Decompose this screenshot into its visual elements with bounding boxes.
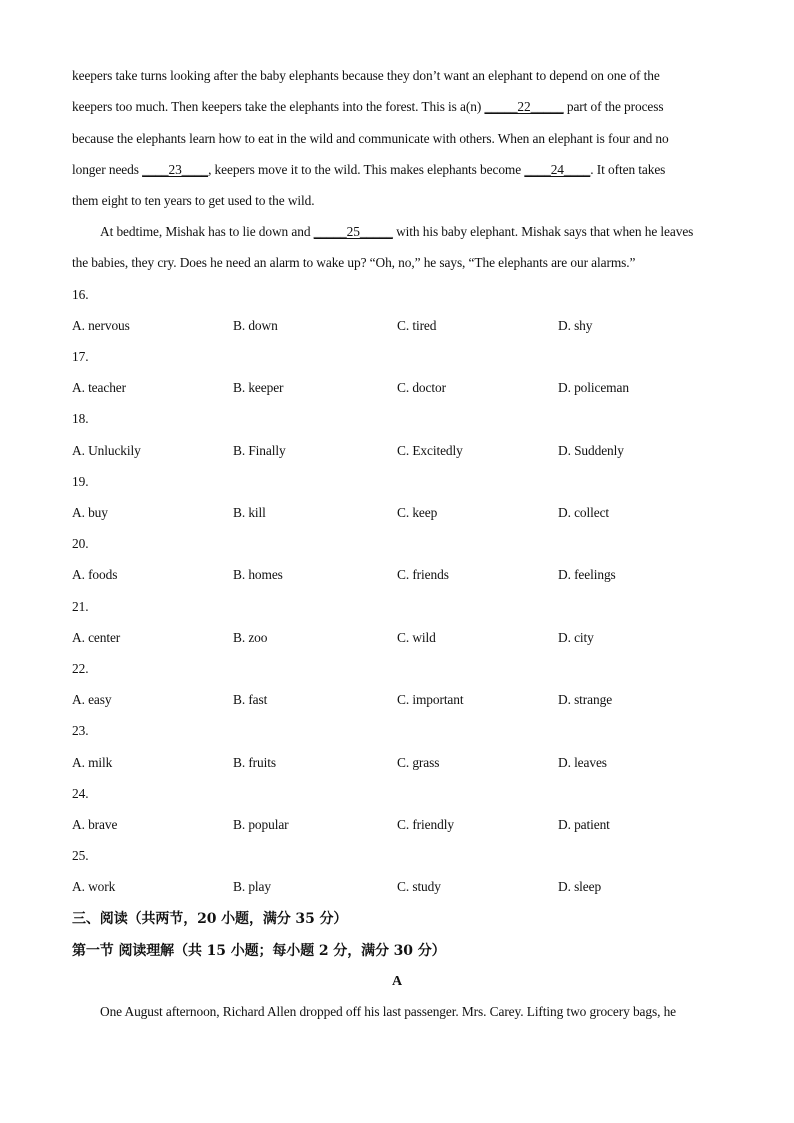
question-number: 25.	[72, 848, 89, 863]
subsection-title: 第一节 阅读理解（共 15 小题；每小题 2 分，满分 30 分）	[72, 943, 446, 959]
option-c[interactable]: C. friendly	[397, 817, 454, 832]
option-a[interactable]: A. Unluckily	[72, 443, 141, 458]
option-d[interactable]: D. policeman	[558, 380, 629, 395]
option-a[interactable]: A. buy	[72, 505, 108, 520]
passage-line	[72, 98, 722, 116]
question-number: 23.	[72, 723, 89, 738]
passage-text: part of the process	[563, 99, 664, 114]
passage-line: the babies, they cry. Does he need an alarm to wake up? “Oh, no,” he says, “The elephants are our alarms.”	[72, 255, 636, 270]
question-number: 17.	[72, 349, 89, 364]
option-c[interactable]: C. wild	[397, 630, 436, 645]
option-b[interactable]: B. popular	[233, 817, 289, 832]
option-d[interactable]: D. feelings	[558, 567, 616, 582]
option-b[interactable]: B. kill	[233, 505, 266, 520]
option-a[interactable]: A. milk	[72, 755, 113, 770]
question-number: 19.	[72, 474, 89, 489]
option-b[interactable]: B. down	[233, 318, 278, 333]
passage-text: keepers too much. Then keepers take the elephants into the forest. This is a(n)	[72, 99, 485, 114]
option-d[interactable]: D. patient	[558, 817, 610, 832]
option-b[interactable]: B. play	[233, 879, 271, 894]
option-a[interactable]: A. brave	[72, 817, 118, 832]
option-a[interactable]: A. foods	[72, 567, 118, 582]
option-c[interactable]: C. keep	[397, 505, 438, 520]
option-c[interactable]: C. tired	[397, 318, 437, 333]
passage-text: longer needs	[72, 162, 143, 177]
passage-text: , keepers move it to the wild. This makes elephants become	[208, 162, 525, 177]
passage-line: them eight to ten years to get used to the wild.	[72, 193, 315, 208]
passage-line	[72, 161, 722, 179]
option-a[interactable]: A. teacher	[72, 380, 127, 395]
option-c[interactable]: C. doctor	[397, 380, 446, 395]
option-a[interactable]: A. center	[72, 630, 121, 645]
option-c[interactable]: C. Excitedly	[397, 443, 463, 458]
section-title: 三、阅读（共两节，20 小题，满分 35 分）	[72, 911, 348, 927]
option-a[interactable]: A. work	[72, 879, 116, 894]
option-d[interactable]: D. sleep	[558, 879, 602, 894]
option-d[interactable]: D. city	[558, 630, 594, 645]
question-number: 20.	[72, 536, 89, 551]
passage-line	[100, 223, 722, 241]
option-a[interactable]: A. nervous	[72, 318, 130, 333]
passage-text: . It often takes	[590, 162, 666, 177]
blank-25: _____25_____	[313, 224, 393, 239]
option-d[interactable]: D. collect	[558, 505, 610, 520]
option-a[interactable]: A. easy	[72, 692, 112, 707]
option-b[interactable]: B. keeper	[233, 380, 284, 395]
passage-line: One August afternoon, Richard Allen dropped off his last passenger. Mrs. Carey. Lifting two grocery bags, he	[100, 1004, 677, 1019]
option-c[interactable]: C. grass	[397, 755, 440, 770]
question-number: 18.	[72, 411, 89, 426]
blank-22: _____22_____	[484, 99, 564, 114]
passage-line: keepers take turns looking after the baby elephants because they don’t want an elephant to depend on one of the	[72, 68, 660, 83]
blank-23: ____23____	[142, 162, 209, 177]
passage-line: because the elephants learn how to eat in the wild and communicate with others. When an elephant is four and no	[72, 131, 669, 146]
option-d[interactable]: D. shy	[558, 318, 593, 333]
option-b[interactable]: B. zoo	[233, 630, 268, 645]
option-c[interactable]: C. study	[397, 879, 441, 894]
option-d[interactable]: D. Suddenly	[558, 443, 624, 458]
question-number: 24.	[72, 786, 89, 801]
option-c[interactable]: C. friends	[397, 567, 449, 582]
option-c[interactable]: C. important	[397, 692, 464, 707]
question-number: 22.	[72, 661, 89, 676]
blank-24: ____24____	[524, 162, 591, 177]
passage-text: At bedtime, Mishak has to lie down and	[100, 224, 314, 239]
question-number: 16.	[72, 287, 89, 302]
option-d[interactable]: D. strange	[558, 692, 613, 707]
question-number: 21.	[72, 599, 89, 614]
option-b[interactable]: B. fast	[233, 692, 268, 707]
passage-label: A	[391, 974, 402, 989]
option-b[interactable]: B. homes	[233, 567, 283, 582]
option-b[interactable]: B. fruits	[233, 755, 276, 770]
option-b[interactable]: B. Finally	[233, 443, 286, 458]
option-d[interactable]: D. leaves	[558, 755, 607, 770]
passage-text: with his baby elephant. Mishak says that when he leaves	[392, 224, 694, 239]
